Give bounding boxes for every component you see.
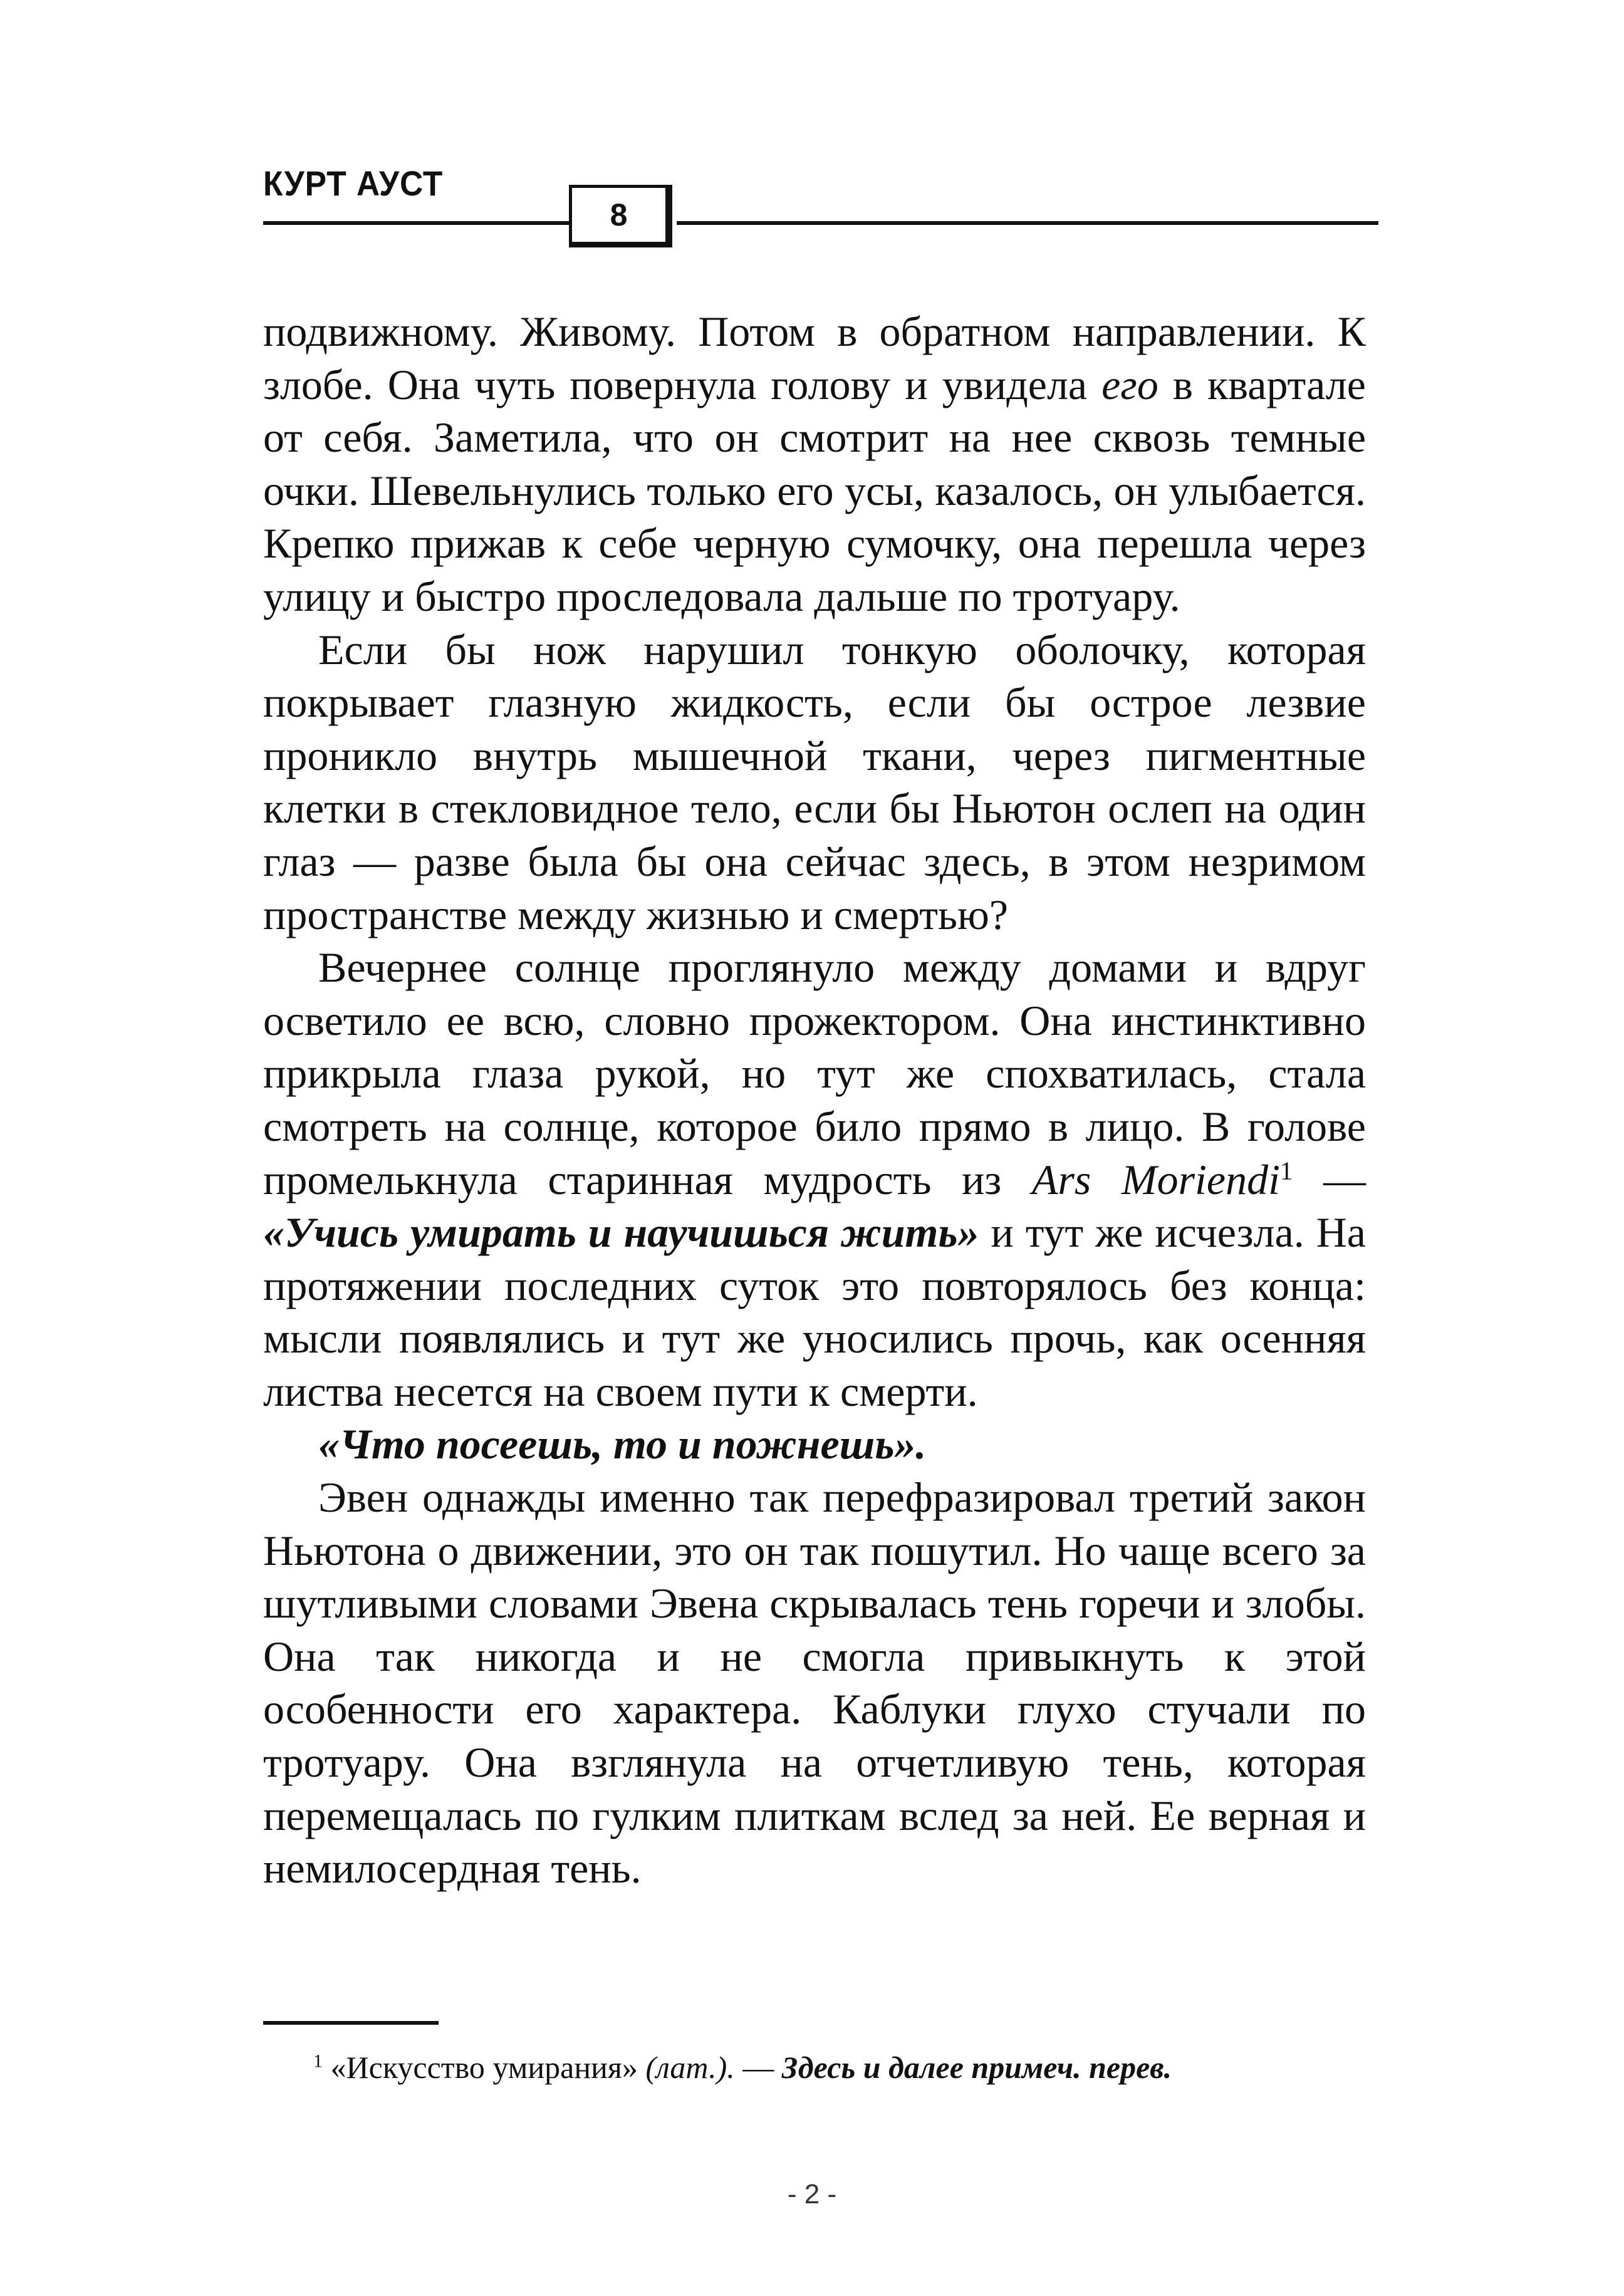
italic-span: Ars Moriendi bbox=[1031, 1155, 1280, 1203]
paragraph bbox=[263, 623, 1366, 942]
paragraph bbox=[263, 1418, 1366, 1471]
text-span: подвижному. Живому. Потом в обратном направлении. К злобе. Она чуть повернула голову и увидела bbox=[263, 308, 1366, 408]
header-rule-left bbox=[263, 221, 570, 225]
paragraph bbox=[263, 941, 1366, 1418]
footnote-text: «Искусство умирания» bbox=[330, 2050, 638, 2085]
text-span: Если бы нож нарушил тонкую оболочку, которая покрывает глазную жидкость, если бы острое лезвие проникло внутрь мышечной ткани, через пигментные клетки в стекловидное тело, если бы Ньютон ослеп на один глаз — разве была бы она сейчас здесь, в этом незримом пространстве между жизнью и смертью? bbox=[263, 625, 1366, 938]
quote-span: «Учись умирать и научишься жить» bbox=[263, 1208, 979, 1257]
footnote-reference: 1 bbox=[1280, 1156, 1293, 1185]
running-head-author: КУРТ АУСТ bbox=[263, 164, 444, 203]
footnote-dash: — bbox=[742, 2050, 782, 2085]
text-span: и тут же исчезла. На протяжении последних суток это повторялось без конца: мысли появлялись и тут же уносились прочь, как осенняя листва несется на своем пути к смерти. bbox=[263, 1208, 1366, 1415]
text-span: Эвен однажды именно так перефразировал третий закон Ньютона о движении, это он так пошутил. Но чаще всего за шутливыми словами Эвена скрывалась тень горечи и злобы. Она так никогда и не смогла привыкнуть к этой особенности его характера. Каблуки глухо стучали по тротуару. Она взглянула на отчетливую тень, которая перемещалась по гулким плиткам вслед за ней. Ее верная и немилосердная тень. bbox=[263, 1473, 1366, 1893]
text-span: Вечернее солнце проглянуло между домами и вдруг осветило ее всю, словно прожектором. Она инстинктивно прикрыла глаза рукой, но тут же спохватилась, стала смотреть на солнце, которое било прямо в лицо. В голове промелькнула старинная мудрость из bbox=[263, 943, 1366, 1203]
paragraph bbox=[263, 1471, 1366, 1895]
footnote-marker: 1 bbox=[313, 2050, 323, 2072]
page-number: 8 bbox=[610, 197, 628, 232]
page-number-box bbox=[569, 185, 672, 247]
paragraph bbox=[263, 305, 1366, 623]
footnote-lang-note: (лат.). bbox=[645, 2050, 735, 2085]
footnote-translator-note: Здесь и далее примеч. перев. bbox=[781, 2050, 1172, 2085]
footer-page-number: - 2 - bbox=[787, 2179, 837, 2210]
text-span: — bbox=[1293, 1155, 1366, 1203]
body-text bbox=[263, 305, 1366, 1895]
header-rule-right bbox=[677, 221, 1378, 225]
running-header bbox=[263, 157, 1378, 257]
text-span: в квартале от себя. Заметила, что он смотрит на нее сквозь темные очки. Шевельнулись только его усы, казалось, он улыбается. Крепко прижав к себе черную сумочку, она перешла через улицу и быстро проследовала дальше по тротуару. bbox=[263, 360, 1366, 620]
footnote-rule bbox=[263, 2021, 439, 2025]
footnote bbox=[313, 2047, 1391, 2087]
quote-span: «Что посеешь, то и пожнешь». bbox=[318, 1420, 927, 1468]
italic-span: его bbox=[1101, 360, 1158, 408]
